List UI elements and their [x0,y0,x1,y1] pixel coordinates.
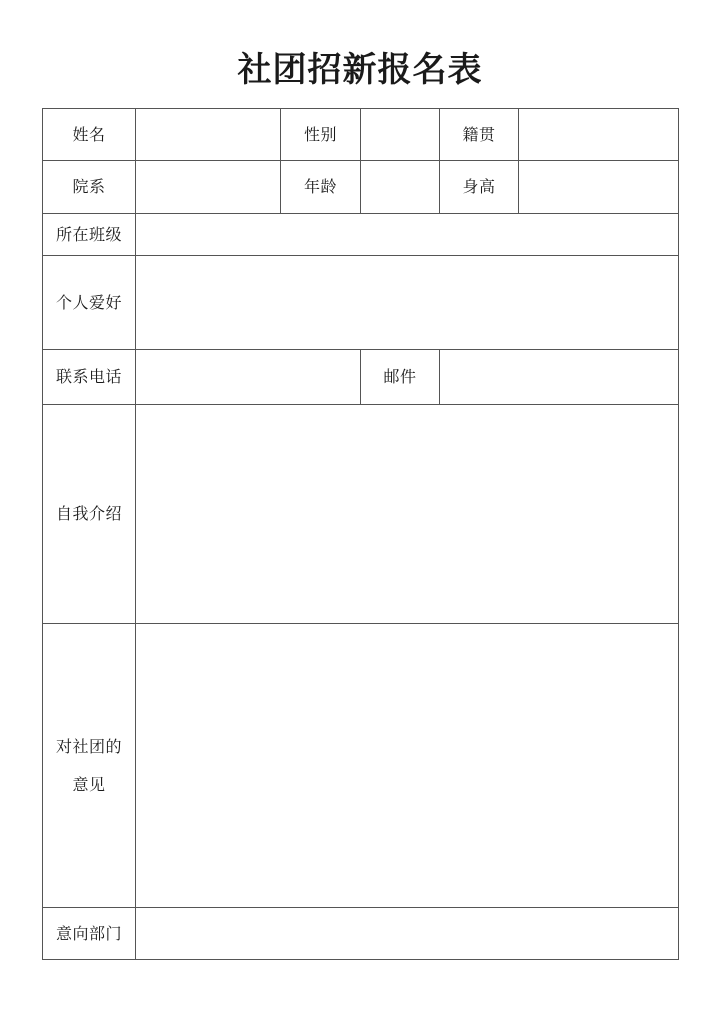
height-label: 身高 [440,161,519,214]
phone-field[interactable] [136,350,361,405]
department-field[interactable] [136,161,281,214]
name-field[interactable] [136,109,281,161]
email-field[interactable] [440,350,679,405]
hobbies-field[interactable] [136,256,679,350]
hobbies-label: 个人爱好 [43,256,136,350]
name-label: 姓名 [43,109,136,161]
hometown-label: 籍贯 [440,109,519,161]
email-label: 邮件 [361,350,440,405]
gender-field[interactable] [361,109,440,161]
class-field[interactable] [136,214,679,256]
registration-form-table [42,108,679,960]
row-class [43,214,679,256]
intended-dept-field[interactable] [136,908,679,960]
row-hobbies [43,256,679,350]
gender-label: 性别 [281,109,361,161]
opinion-label-line1: 对社团的 [55,736,122,756]
row-opinion [43,624,679,908]
row-contact [43,350,679,405]
age-field[interactable] [361,161,440,214]
row-intended-dept [43,908,679,960]
hometown-field[interactable] [519,109,679,161]
class-label: 所在班级 [43,214,136,256]
opinion-label-line2: 意见 [72,774,106,794]
department-label: 院系 [43,161,136,214]
self-intro-field[interactable] [136,405,679,624]
self-intro-label: 自我介绍 [43,405,136,624]
opinion-field[interactable] [136,624,679,908]
row-self-intro [43,405,679,624]
phone-label: 联系电话 [43,350,136,405]
row-department [43,161,679,214]
intended-dept-label: 意向部门 [43,908,136,960]
form-title: 社团招新报名表 [237,50,483,90]
age-label: 年龄 [281,161,361,214]
height-field[interactable] [519,161,679,214]
opinion-label [43,624,136,908]
row-name [43,109,679,161]
